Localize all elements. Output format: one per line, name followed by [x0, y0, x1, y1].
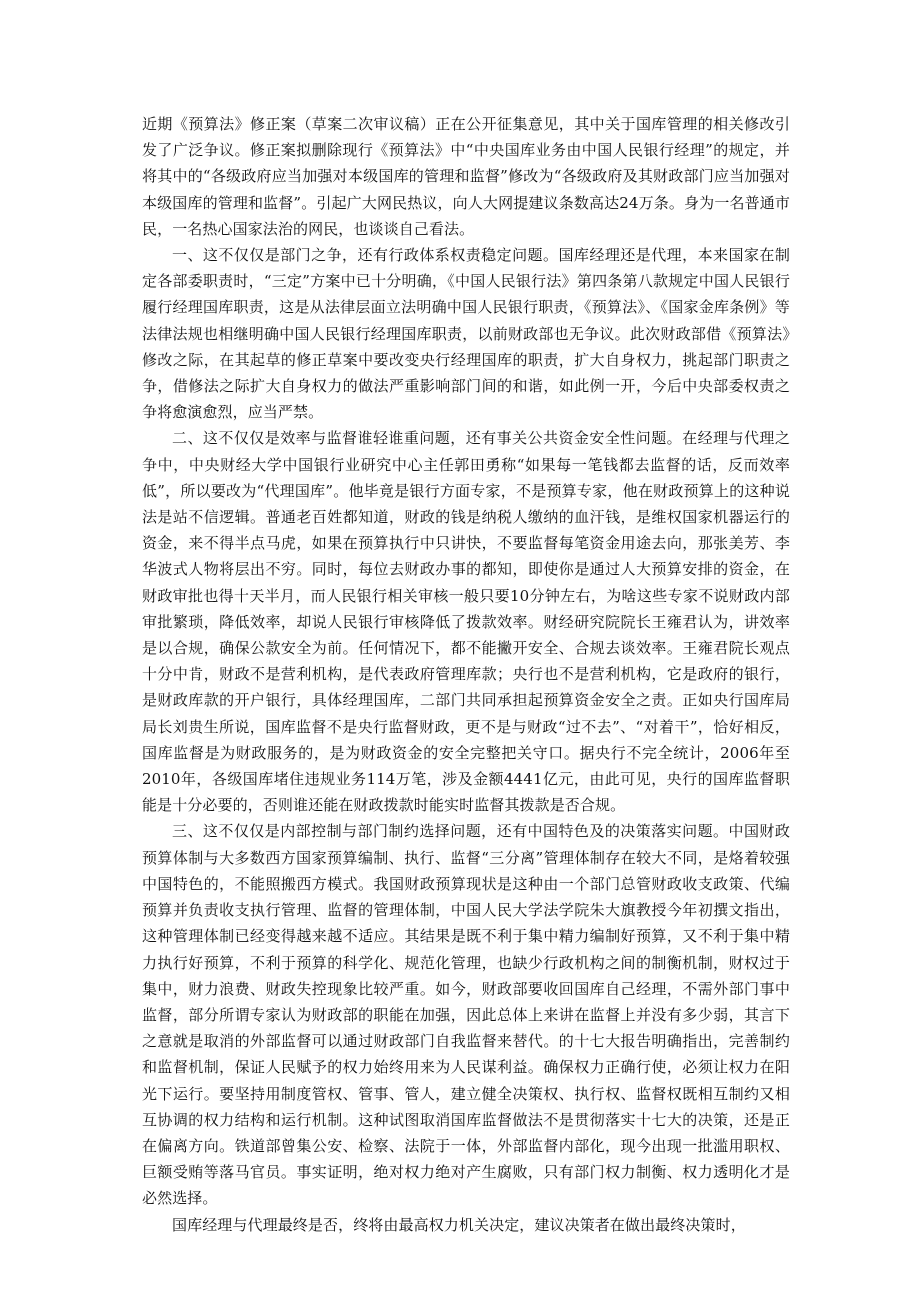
intro-paragraph: 近期《预算法》修正案（草案二次审议稿）正在公开征集意见，其中关于国库管理的相关修改引发了广泛争议。修正案拟删除现行《预算法》中“中央国库业务由中国人民银行经理”的规定，并将其中的“各级政府应当加强对本级国库的管理和监督”修改为“各级政府及其财政部门应当加强对本级国库的管理和监督”。引起广大网民热议，向人大网提建议条数高达24万条。身为一名普通市民，一名热心国家法治的网民，也谈谈自己看法。	[142, 115, 790, 238]
section-two-paragraph: 二、这不仅仅是效率与监督谁轻谁重问题，还有事关公共资金安全性问题。在经理与代理之争中，中央财经大学中国银行业研究中心主任郭田勇称“如果每一笔钱都去监督的话，反而效率低”，所以要改为“代理国库”。他毕竟是银行方面专家，不是预算专家，他在财政预算上的这种说法是站不信逻辑。普通老百姓都知道，财政的钱是纳税人缴纳的血汗钱，是维权国家机器运行的资金，来不得半点马虎，如果在预算执行中只讲快，不要监督每笔资金用途去向，那张美芳、李华波式人物将层出不穷。同时，每位去财政办事的都知，即使你是通过人大预算安排的资金，在财政审批也得十天半月，而人民银行相关审核一般只要10分钟左右，为啥这些专家不说财政内部审批繁琐，降低效率，却说人民银行审核降低了拨款效率。财经研究院院长王雍君认为，讲效率是以合规，确保公款安全为前。任何情况下，都不能撇开安全、合规去谈效率。王雍君院长观点十分中肯，财政不是营利机构，是代表政府管理库款；央行也不是营利机构，它是政府的银行，是财政库款的开户银行，具体经理国库，二部门共同承担起预算资金安全之责。正如央行国库局局长刘贵生所说，国库监督不是央行监督财政，更不是与财政“过不去”、“对着干”，恰好相反，国库监督是为财政服务的，是为财政资金的安全完整把关守口。据央行不完全统计，2006年至2010年，各级国库堵住违规业务114万笔，涉及金额4441亿元，由此可见，央行的国库监督职能是十分必要的，否则谁还能在财政拨款时能实时监督其拨款是否合规。	[142, 429, 790, 815]
conclusion-paragraph: 国库经理与代理最终是否，终将由最高权力机关决定，建议决策者在做出最终决策时，	[172, 1215, 746, 1234]
section-one-paragraph: 一、这不仅仅是部门之争，还有行政体系权责稳定问题。国库经理还是代理，本来国家在制定各部委职责时，“三定”方案中已十分明确，《中国人民银行法》第四条第八款规定中国人民银行履行经理国库职责，这是从法律层面立法明确中国人民银行职责，《预算法》、《国家金库条例》等法律法规也相继明确中国人民银行经理国库职责，以前财政部也无争议。此次财政部借《预算法》修改之际，在其起草的修正草案中要改变央行经理国库的职责，扩大自身权力，挑起部门职责之争，借修法之际扩大自身权力的做法严重影响部门间的和谐，如此例一开，今后中央部委权责之争将愈演愈烈，应当严禁。	[142, 246, 790, 422]
article-body	[142, 111, 790, 1238]
section-three-paragraph: 三、这不仅仅是内部控制与部门制约选择问题，还有中国特色及的决策落实问题。中国财政预算体制与大多数西方国家预算编制、执行、监督“三分离”管理体制存在较大不同，是烙着较强中国特色的，不能照搬西方模式。我国财政预算现状是这种由一个部门总管财政收支政策、代编预算并负责收支执行管理、监督的管理体制，中国人民大学法学院朱大旗教授今年初撰文指出，这种管理体制已经变得越来越不适应。其结果是既不利于集中精力编制好预算，又不利于集中精力执行好预算，不利于预算的科学化、规范化管理，也缺少行政机构之间的制衡机制，财权过于集中，财力浪费、财政失控现象比较严重。如今，财政部要收回国库自己经理，不需外部门事中监督，部分所谓专家认为财政部的职能在加强，因此总体上来讲在监督上并没有多少弱，其言下之意就是取消的外部监督可以通过财政部门自我监督来替代。的十七大报告明确指出，完善制约和监督机制，保证人民赋予的权力始终用来为人民谋利益。确保权力正确行使，必须让权力在阳光下运行。要坚持用制度管权、管事、管人，建立健全决策权、执行权、监督权既相互制约又相互协调的权力结构和运行机制。这种试图取消国库监督做法不是贯彻落实十七大的决策，还是正在偏离方向。铁道部曾集公安、检察、法院于一体，外部监督内部化，现今出现一批滥用职权、巨额受贿等落马官员。事实证明，绝对权力绝对产生腐败，只有部门权力制衡、权力透明化才是必然选择。	[142, 822, 790, 1208]
